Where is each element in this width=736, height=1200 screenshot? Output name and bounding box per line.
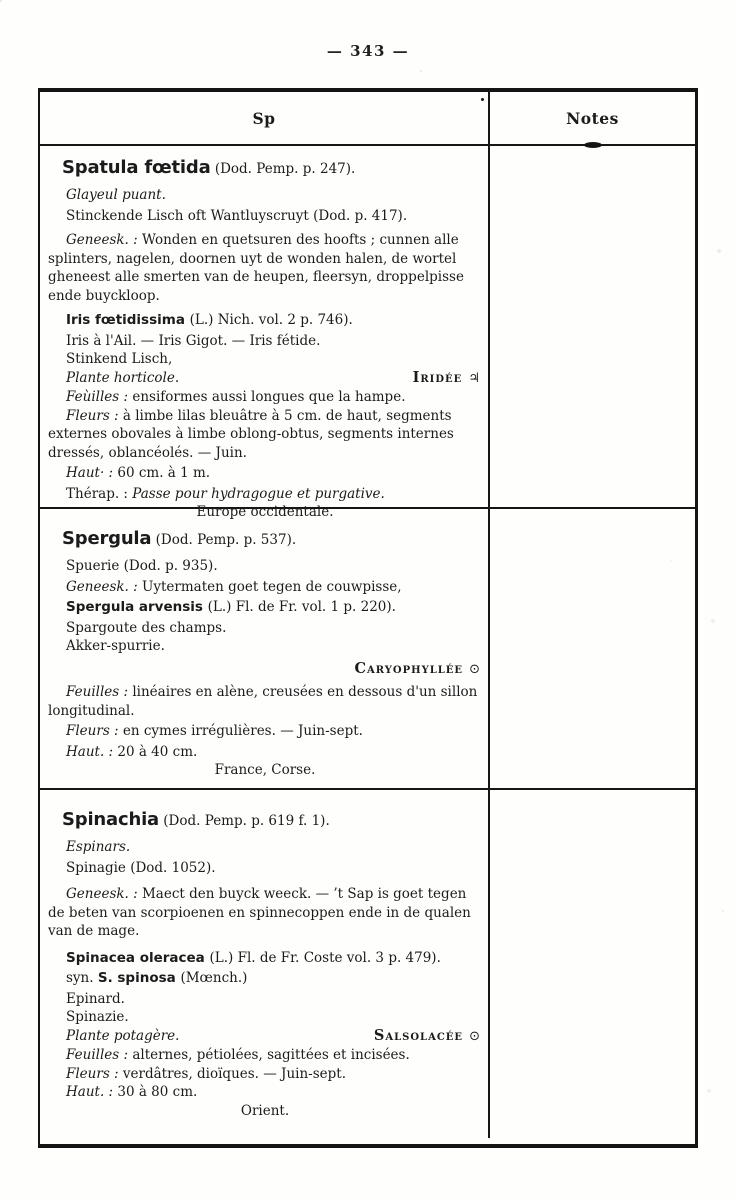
text-segment: Plante potagère. xyxy=(66,1027,180,1044)
text-segment: (L.) Fl. de Fr. vol. 1 p. 220). xyxy=(207,599,396,615)
entry-text-spatula-foetida xyxy=(40,146,490,520)
ink-dot xyxy=(481,98,484,101)
line-main xyxy=(215,762,316,778)
text-segment: (Dod. Pemp. p. 247). xyxy=(210,161,356,177)
text-segment: à limbe lilas bleuâtre à 5 cm. de haut, segments externes obovales à limbe oblong-obtus, segments internes dressés, oblancéolés. — Juin. xyxy=(48,407,454,461)
text-segment: Feuilles : xyxy=(66,1047,133,1063)
text-segment: Stinckende Lisch oft Wantluyscruyt (Dod. p. 417). xyxy=(66,207,408,224)
reference-table xyxy=(38,88,698,1148)
text-segment: Epinard. xyxy=(66,990,125,1007)
text-segment: 20 à 40 cm. xyxy=(117,743,198,760)
text-segment: Haut· : xyxy=(66,465,118,481)
text-line xyxy=(48,722,482,741)
text-segment: Spinagie (Dod. 1052). xyxy=(66,859,216,876)
text-segment: en cymes irrégulières. — Juin-sept. xyxy=(122,723,363,739)
text-segment: alternes, pétiolées, sagittées et incisées. xyxy=(132,1047,410,1063)
text-line xyxy=(48,808,482,833)
text-line xyxy=(48,838,482,857)
text-segment: linéaires en alène, creusées en dessous d'un sillon longitudinal. xyxy=(48,684,478,719)
text-segment: Iris fœtidissima xyxy=(66,312,190,328)
text-segment: France, Corse. xyxy=(214,762,316,778)
text-line xyxy=(48,231,482,305)
text-segment: Wonden en quetsuren des hoofts ; cunnen alle splinters, nagelen, doornen uyt de wonden halen, de wortel gheneest alle smerten van de heupen, fleersyn, droppelpisse ende buyckloop. xyxy=(48,232,464,304)
line-main xyxy=(241,1103,289,1119)
text-segment: (Mœnch.) xyxy=(180,970,248,986)
table-header-row xyxy=(40,92,695,146)
text-segment: Spatula fœtida xyxy=(62,157,211,178)
text-segment: S. spinosa xyxy=(97,970,181,986)
line-main xyxy=(48,1027,179,1046)
text-line xyxy=(48,311,482,330)
text-segment: Stinkend Lisch, xyxy=(66,351,173,367)
text-line xyxy=(48,527,482,552)
text-line xyxy=(48,1046,482,1065)
line-main xyxy=(66,389,405,405)
text-line xyxy=(48,207,482,226)
line-main xyxy=(48,684,477,719)
text-segment: (L.) Nich. vol. 2 p. 746). xyxy=(189,312,353,328)
text-segment: verdâtres, dioïques. — Juin-sept. xyxy=(122,1065,347,1082)
text-line xyxy=(48,369,482,389)
text-segment: Maect den buyck weeck. — ’t Sap is goet tegen de beten van scorpioenen en spinnecoppen ende in de qualen van de mage. xyxy=(48,886,471,939)
column-header-notes xyxy=(490,92,695,144)
text-line xyxy=(48,1027,482,1047)
text-segment: ensiformes aussi longues que la hampe. xyxy=(132,389,406,405)
text-segment: Feuilles : xyxy=(66,684,133,700)
text-line xyxy=(48,683,482,720)
entry-spinachia xyxy=(40,790,695,1138)
family-tag xyxy=(413,369,480,389)
duration-symbol: ⊙ xyxy=(469,1028,480,1044)
text-segment: Salsolacée xyxy=(373,1026,470,1044)
line-main xyxy=(48,886,471,939)
text-line xyxy=(48,761,482,780)
notes-cell xyxy=(490,146,695,507)
family-tag xyxy=(354,660,480,680)
text-segment: Uytermaten goet tegen de couwpisse, xyxy=(141,578,402,595)
text-segment: Spargoute des champs. xyxy=(66,619,227,636)
text-segment: Spinachia xyxy=(62,809,159,830)
line-main xyxy=(62,809,330,830)
text-line xyxy=(48,969,482,988)
text-segment: (Dod. Pemp. p. 619 f. 1). xyxy=(158,813,330,829)
line-main xyxy=(66,208,407,224)
entry-spergula xyxy=(40,509,695,790)
text-line xyxy=(48,332,482,351)
text-line xyxy=(48,1102,482,1121)
text-line xyxy=(48,598,482,617)
text-segment: Fleurs : xyxy=(66,1065,123,1082)
text-segment: Spergula arvensis xyxy=(66,599,208,615)
text-line xyxy=(48,388,482,407)
text-segment: Spinazie. xyxy=(66,1009,129,1025)
line-main xyxy=(66,620,226,636)
text-segment: (Dod. Pemp. p. 537). xyxy=(151,532,297,548)
entry-text-spergula xyxy=(40,509,490,788)
text-segment: Plante horticole. xyxy=(66,369,180,386)
text-line xyxy=(48,637,482,656)
line-main xyxy=(66,579,402,595)
line-main xyxy=(66,970,247,986)
text-segment: Thérap. : xyxy=(66,485,133,502)
notes-cell xyxy=(490,509,695,788)
text-segment: Espinars. xyxy=(66,839,131,855)
line-main xyxy=(48,408,454,461)
line-main xyxy=(66,187,166,203)
text-segment: 60 cm. à 1 m. xyxy=(117,465,211,481)
text-segment: Caryophyllée xyxy=(354,659,470,677)
text-segment: Spinacea oleracea xyxy=(66,949,210,966)
text-line xyxy=(48,350,482,369)
scan-speckles xyxy=(0,0,2,2)
text-segment: Iridée xyxy=(412,368,469,386)
text-line xyxy=(48,557,482,576)
text-line xyxy=(48,660,482,680)
line-main xyxy=(62,157,356,178)
line-main xyxy=(48,369,179,388)
line-main xyxy=(66,839,130,855)
notes-cell xyxy=(490,790,695,1138)
text-line xyxy=(48,1008,482,1027)
entry-text-spinachia xyxy=(40,790,490,1138)
line-main xyxy=(66,744,197,760)
text-segment: 30 à 80 cm. xyxy=(117,1084,198,1100)
text-segment: (L.) Fl. de Fr. Coste vol. 3 p. 479). xyxy=(209,949,441,966)
text-segment: Passe pour hydragogue et purgative. xyxy=(132,485,385,502)
ink-blot xyxy=(584,142,602,148)
line-main xyxy=(66,351,172,367)
text-line xyxy=(48,859,482,878)
line-main xyxy=(66,1047,410,1063)
duration-symbol: ⊙ xyxy=(469,661,480,677)
text-segment: Geneesk. : xyxy=(66,886,142,902)
text-line xyxy=(48,464,482,483)
text-line xyxy=(48,186,482,205)
line-main xyxy=(48,232,464,304)
text-segment: Fleurs : xyxy=(66,723,123,739)
column-header-sp xyxy=(40,92,490,144)
line-main xyxy=(66,486,385,502)
text-line xyxy=(48,578,482,597)
line-main xyxy=(66,312,353,328)
text-segment: Orient. xyxy=(240,1102,290,1119)
text-segment: Spergula xyxy=(62,528,152,549)
line-main xyxy=(66,1009,129,1025)
line-main xyxy=(66,1084,197,1100)
line-main xyxy=(66,638,165,654)
text-line xyxy=(48,1065,482,1084)
entry-spatula-foetida xyxy=(40,146,695,520)
text-segment: Fleurs : xyxy=(66,407,123,424)
text-line xyxy=(48,619,482,638)
text-line xyxy=(48,485,482,504)
text-segment: Geneesk. : xyxy=(66,232,142,248)
text-line xyxy=(48,156,482,181)
text-segment: Glayeul puant. xyxy=(66,187,166,203)
line-main xyxy=(66,860,216,876)
text-line xyxy=(48,1083,482,1102)
text-segment: Haut. : xyxy=(66,743,118,760)
text-segment: Akker-spurrie. xyxy=(66,638,165,654)
line-main xyxy=(66,465,210,481)
duration-symbol: ♃ xyxy=(468,370,480,386)
line-main xyxy=(66,558,218,574)
line-main xyxy=(62,528,297,549)
text-segment: Europe occidentale. xyxy=(196,504,334,520)
text-line xyxy=(48,743,482,762)
text-segment: Geneesk. : xyxy=(66,578,142,595)
line-main xyxy=(66,1066,346,1082)
text-segment: Feùilles : xyxy=(66,389,133,405)
text-line xyxy=(48,949,482,968)
text-line xyxy=(48,990,482,1009)
line-main xyxy=(66,333,320,349)
page-number: — 343 — xyxy=(326,42,410,60)
line-main xyxy=(66,950,441,966)
family-tag xyxy=(374,1027,480,1047)
line-main xyxy=(66,723,363,739)
text-segment: Iris à l'Ail. — Iris Gigot. — Iris fétide. xyxy=(66,332,321,349)
line-main xyxy=(66,991,125,1007)
line-main xyxy=(66,599,396,615)
text-segment: Haut. : xyxy=(66,1084,118,1100)
text-line xyxy=(48,885,482,941)
text-line xyxy=(48,407,482,463)
text-segment: syn. xyxy=(66,970,98,986)
column-header-notes-label: Notes xyxy=(566,108,619,128)
column-header-sp-label: Sp xyxy=(252,108,276,128)
text-segment: Spuerie (Dod. p. 935). xyxy=(66,558,218,574)
